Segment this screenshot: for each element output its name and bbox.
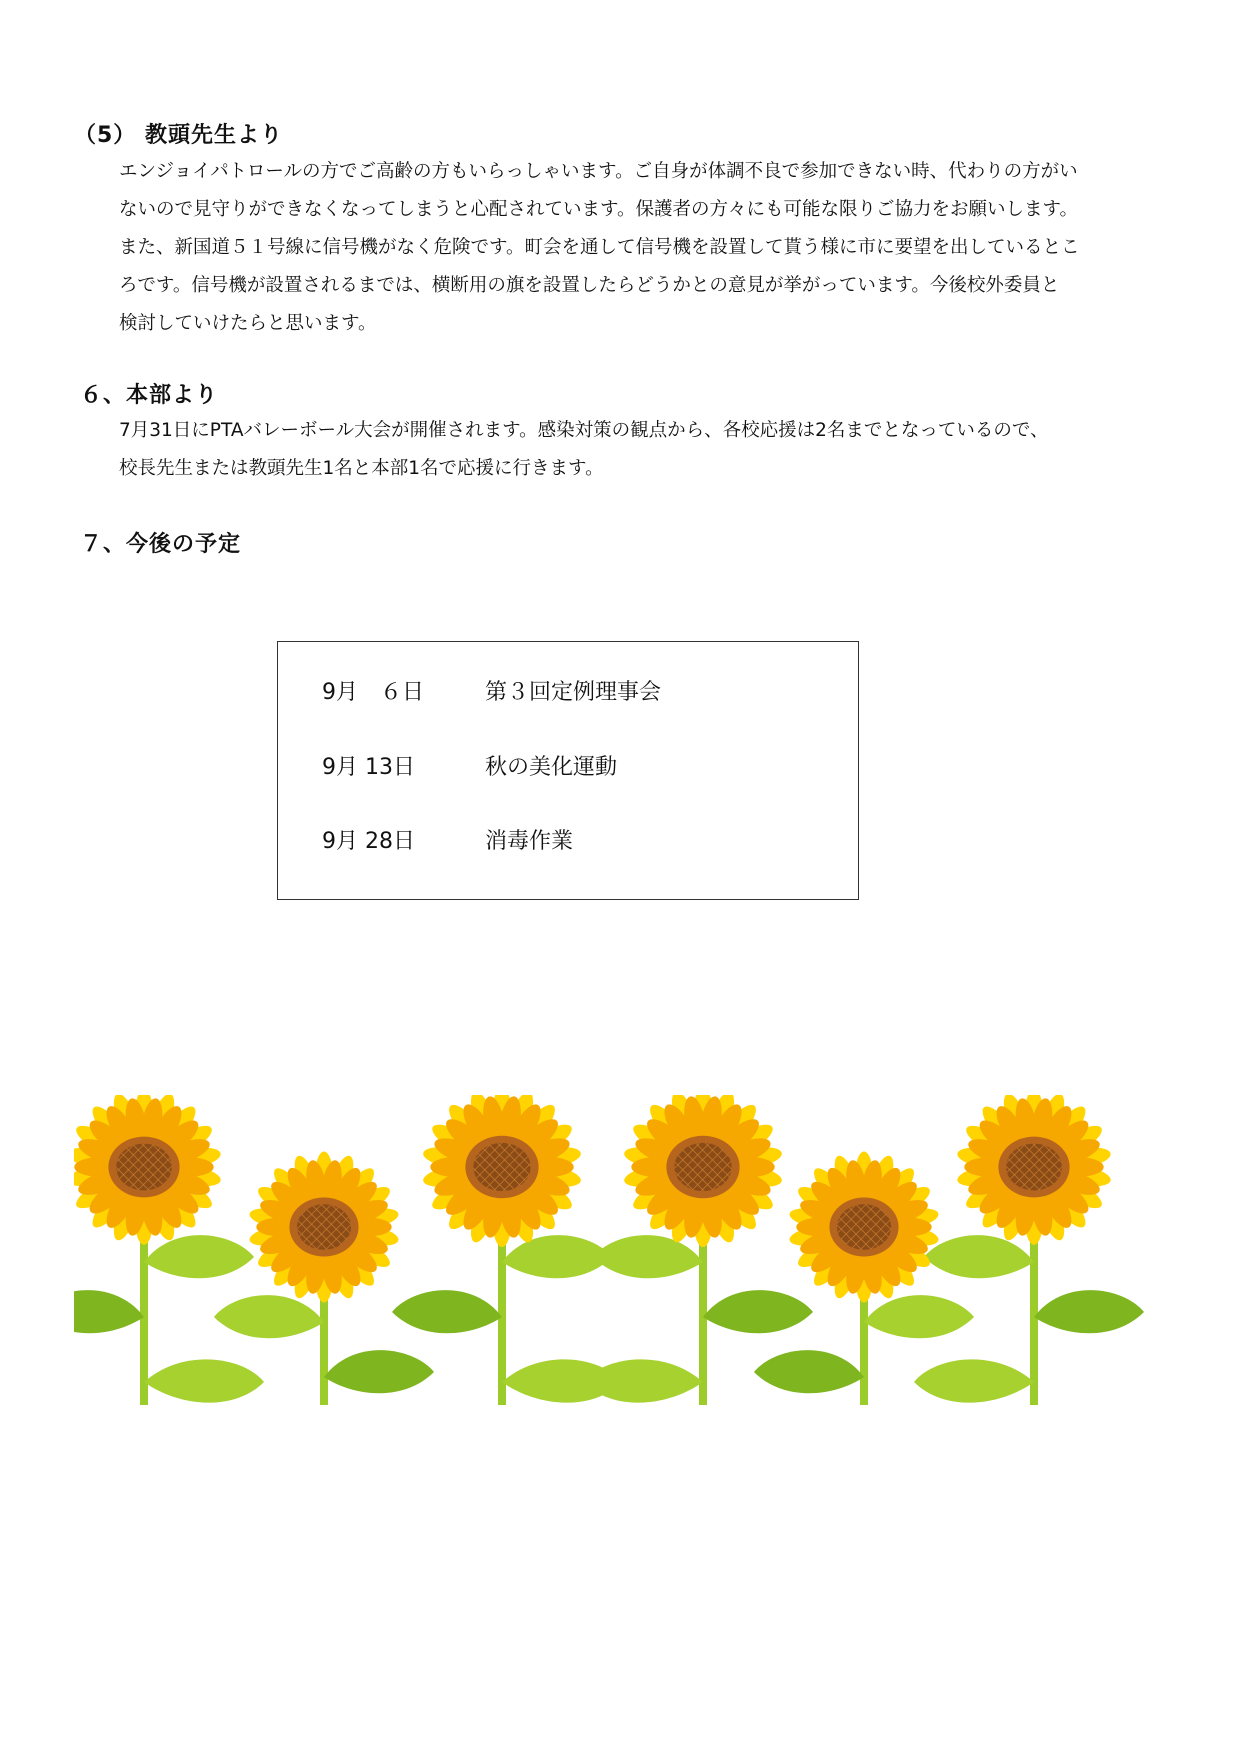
flower-seeds <box>837 1204 891 1250</box>
sunflower-head <box>248 1151 400 1302</box>
leaf <box>593 1235 703 1278</box>
flower-seeds <box>1006 1144 1062 1191</box>
schedule-row <box>322 750 617 781</box>
leaf <box>754 1350 864 1393</box>
leaf <box>214 1295 324 1338</box>
leaf <box>144 1235 254 1278</box>
sunflower-head <box>788 1151 940 1302</box>
sunflower-head <box>956 1095 1113 1245</box>
text-line: 検討していけたらと思います。 <box>119 313 377 334</box>
schedule-event: 消毒作業 <box>485 829 574 854</box>
schedule-row <box>322 824 573 855</box>
schedule-row <box>322 675 661 706</box>
leaf <box>864 1295 974 1338</box>
section5-heading: （5） 教頭先生より <box>74 123 283 148</box>
sunflower-head <box>622 1095 783 1247</box>
leaf <box>1034 1290 1144 1333</box>
sunflower-row-illustration <box>74 1095 1159 1405</box>
text-line: ないので見守りができなくなってしまうと心配されています。保護者の方々にも可能な限りご協力をお願いします。 <box>119 199 1079 220</box>
leaf <box>914 1359 1034 1402</box>
schedule-date: 9月 13日 <box>322 755 415 780</box>
section5-paragraph <box>119 153 1159 343</box>
leaf <box>392 1290 502 1333</box>
flower-seeds <box>297 1204 351 1250</box>
text-line: 7月31日にPTAバレーボール大会が開催されます。感染対策の観点から、各校応援は2名までとなっているので、 <box>119 420 1049 441</box>
leaf <box>703 1290 813 1333</box>
section6-heading: ６、本部より <box>80 383 219 408</box>
leaf <box>144 1359 264 1402</box>
text-line: また、新国道５１号線に信号機がなく危険です。町会を通して信号機を設置して貰う様に市に要望を出しているとこ <box>119 237 1080 258</box>
schedule-event: 秋の美化運動 <box>485 755 618 780</box>
flower-seeds <box>116 1144 172 1191</box>
text-line: 校長先生または教頭先生1名と本部1名で応援に行きます。 <box>119 458 604 479</box>
schedule-event: 第３回定例理事会 <box>485 680 662 705</box>
schedule-box <box>277 641 859 900</box>
leaf <box>74 1290 144 1333</box>
sunflower-head <box>74 1095 222 1245</box>
text-line: ろです。信号機が設置されるまでは、横断用の旗を設置したらどうかとの意見が挙がっています。今後校外委員と <box>119 275 1060 296</box>
leaf <box>324 1350 434 1393</box>
leaf <box>583 1359 703 1402</box>
leaf <box>924 1235 1034 1278</box>
text-line: エンジョイパトロールの方でご高齢の方もいらっしゃいます。ご自身が体調不良で参加できない時、代わりの方がい <box>119 161 1078 182</box>
schedule-date: 9月 28日 <box>322 829 415 854</box>
flower-seeds <box>473 1143 530 1191</box>
section7-heading: ７、今後の予定 <box>80 532 242 557</box>
sunflower-head <box>421 1095 582 1247</box>
schedule-date: 9月 ６日 <box>322 680 424 705</box>
flower-seeds <box>674 1143 731 1191</box>
section6-paragraph <box>119 412 1159 488</box>
